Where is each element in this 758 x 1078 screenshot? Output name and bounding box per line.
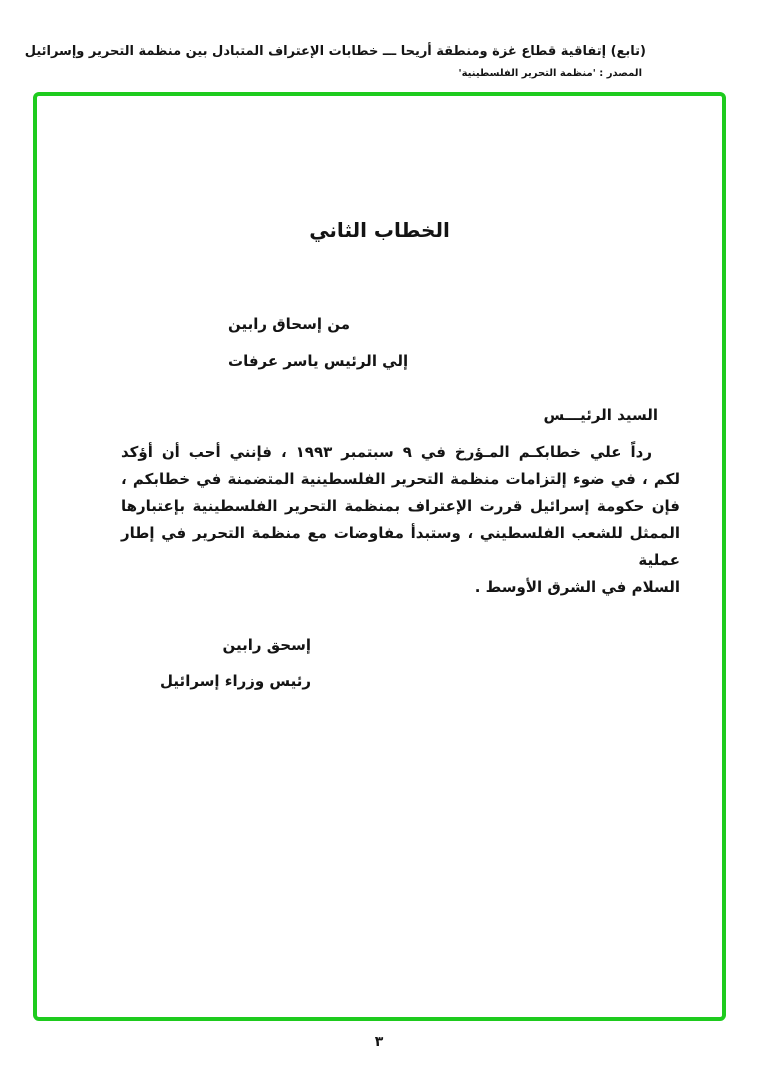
letter-signature [160, 627, 311, 699]
letter-body-line: لكم ، في ضوء إلتزامات منظمة التحرير الفلسطينية المتضمنة في خطابكم ، [121, 470, 680, 488]
letter-body [121, 439, 680, 601]
letter-to: إلي الرئيس ياسر عرفات [228, 352, 409, 370]
header-title: (تابع) إتفاقية قطاع غزة ومنطقة أريحا ـــ خطابات الإعتراف المتبادل بين منظمة التحرير وإسرائيل [24, 44, 646, 59]
page-number: ٣ [374, 1034, 384, 1050]
letter-body-line: السلام في الشرق الأوسط . [474, 578, 680, 596]
letter-frame [33, 92, 726, 1021]
letter-body-line: الممثل للشعب الفلسطيني ، وستبدأ مفاوضات مع منظمة التحرير في إطار عملية [121, 524, 680, 569]
letter-title: الخطاب الثاني [309, 218, 450, 242]
signature-title: رئيس وزراء إسرائيل [160, 672, 311, 690]
letter-body-line: رداً علي خطابكـم المـؤرخ في ٩ سبتمبر ١٩٩٣ ، فإنني أحب أن أؤكد [121, 443, 652, 461]
letter-body-line: فإن حكومة إسرائيل قررت الإعتراف بمنظمة التحرير الفلسطينية بإعتبارها [121, 497, 680, 515]
signature-name: إسحق رابين [222, 636, 311, 654]
header-source-line: المصدر : 'منظمة التحرير الفلسطينية' [458, 68, 642, 79]
letter-salutation: السيد الرئيـــس [543, 406, 658, 424]
letter-addressing [228, 306, 408, 380]
letter-from: من إسحاق رابين [228, 315, 351, 333]
